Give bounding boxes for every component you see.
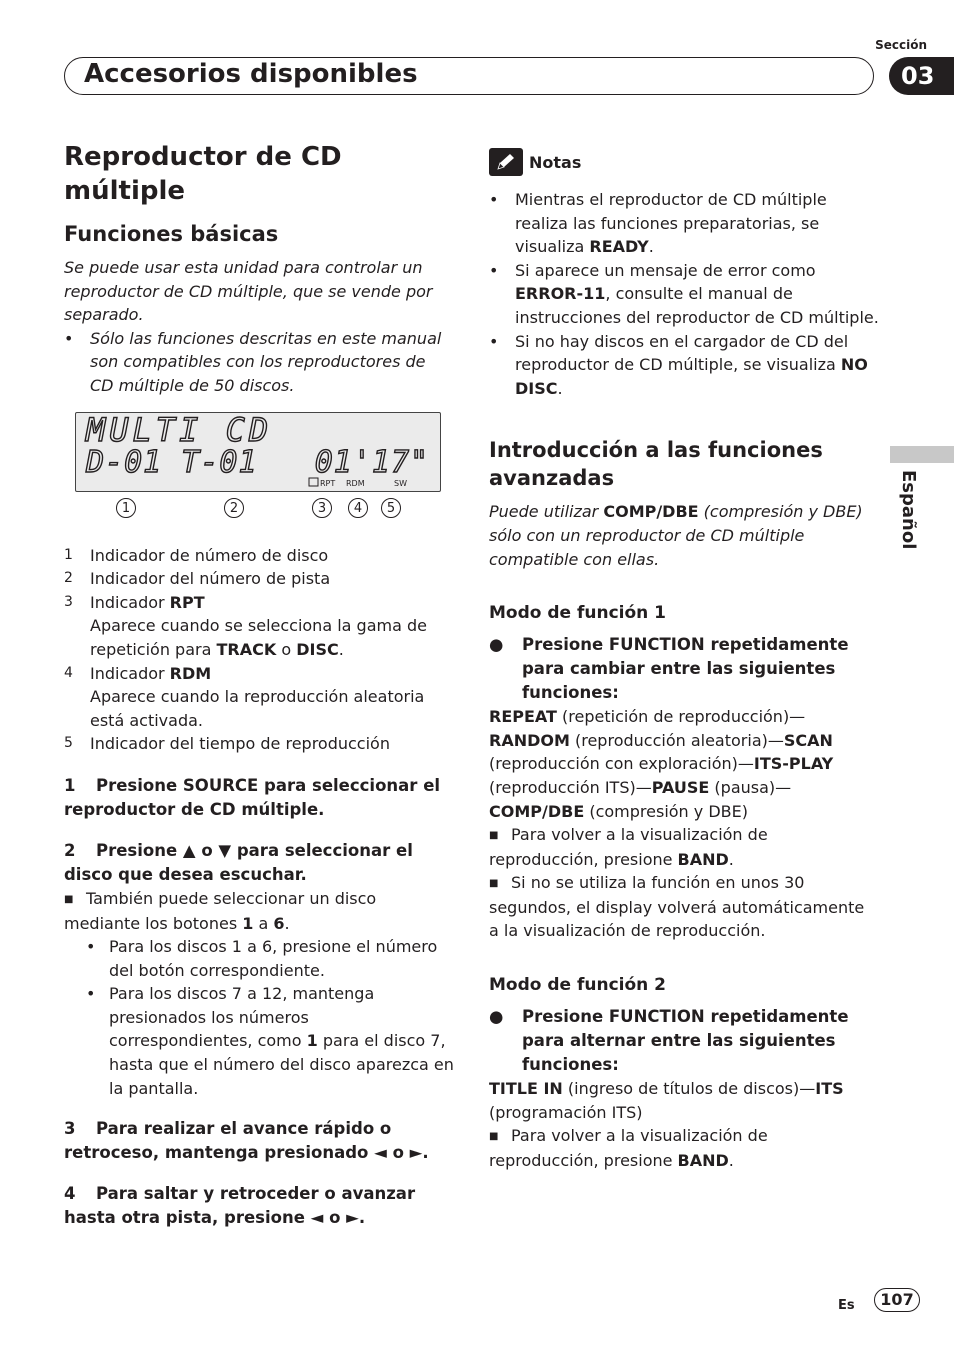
step-2-sub-bullet: • Para los discos 7 a 12, mantenga presionados los números correspondientes, como 1 para el disco 7, hasta que el número del disco aparezca en la pantalla.: [86, 984, 454, 1098]
mode-2-note: ■ Para volver a la visualización de reproducción, presione BAND.: [489, 1126, 768, 1170]
legend-desc: Aparece cuando se selecciona la gama de repetición para TRACK o DISC.: [90, 616, 427, 659]
mode-2-heading: Modo de función 2: [489, 975, 667, 996]
lcd-segments: [76, 413, 440, 491]
indicator-rpt: RPT: [320, 478, 336, 488]
intro-text: Se puede usar esta unidad para controlar un reproductor de CD múltiple, que se vende por separado.: [64, 258, 433, 325]
section-number-badge: 03: [889, 57, 954, 95]
legend-item: 3 Indicador RPT: [64, 592, 205, 612]
lcd-display-illustration: [75, 412, 441, 492]
step-1: 1 Presione SOURCE para seleccionar el reproductor de CD múltiple.: [64, 775, 441, 819]
intro-bullet: • Sólo las funciones descritas en este manual son compatibles con los reproductores de CD múltiple de 50 discos.: [64, 328, 442, 395]
legend-item: 5 Indicador del tiempo de reproducción: [64, 734, 390, 754]
legend-item: 2 Indicador del número de pista: [64, 569, 331, 589]
advanced-functions-heading: Introducción a las funciones avanzadas: [489, 438, 823, 491]
left-column: [64, 140, 454, 1230]
legend-item: 4 Indicador RDM: [64, 663, 212, 683]
indicator-sw: SW: [394, 478, 407, 488]
note-item: • Mientras el reproductor de CD múltiple realiza las funciones preparatorias, se visualiza READY.: [489, 190, 827, 257]
mode-1-action: ● Presione FUNCTION repetidamente para cambiar entre las siguientes funciones:: [489, 635, 849, 703]
basic-functions-heading: Funciones básicas: [64, 222, 279, 246]
step-2-sub-bullet: • Para los discos 1 a 6, presione el número del botón correspondiente.: [86, 937, 438, 980]
callout-5: 5: [381, 498, 401, 518]
pencil-note-icon: [489, 148, 523, 176]
mode-1-note: ■ Para volver a la visualización de reproducción, presione BAND.: [489, 825, 768, 869]
right-column: [489, 148, 879, 1172]
step-3: 3 Para realizar el avance rápido o retroceso, mantenga presionado ◄ o ►.: [64, 1119, 429, 1163]
note-item: • Si no hay discos en el cargador de CD del reproductor de CD múltiple, se visualiza NO DISC.: [489, 331, 868, 398]
callout-3: 3: [312, 498, 332, 518]
step-2: 2 Presione ▲ o ▼ para seleccionar el disco que desea escuchar.: [64, 840, 413, 884]
footer-language: Es: [838, 1298, 855, 1313]
language-tab-bar: [890, 446, 954, 463]
advanced-intro: Puede utilizar COMP/DBE (compresión y DBE) sólo con un reproductor de CD múltiple compatible con ellas.: [489, 502, 863, 569]
step-2-note: ■ También puede seleccionar un disco mediante los botones 1 a 6.: [64, 888, 377, 933]
callout-2: 2: [224, 498, 244, 518]
chapter-title: Accesorios disponibles: [84, 59, 418, 89]
callout-4: 4: [348, 498, 368, 518]
mode-1-sequence: REPEAT (repetición de reproducción)—RANDOM (reproducción aleatoria)—SCAN (reproducción con exploración)—ITS-PLAY (reproducción ITS)—PAUSE (pausa)—COMP/DBE (compresión y DBE): [489, 707, 834, 821]
legend-item: 1 Indicador de número de disco: [64, 545, 329, 565]
lcd-line-1: MULTI CD: [86, 412, 273, 449]
page-number: 107: [874, 1288, 920, 1312]
callout-row: [64, 492, 454, 528]
legend-list: [64, 544, 454, 756]
step-4: 4 Para saltar y retroceder o avanzar hasta otra pista, presione ◄ o ►.: [64, 1184, 416, 1228]
notes-header: [489, 148, 879, 176]
section-label: Sección: [875, 38, 927, 52]
note-item: • Si aparece un mensaje de error como ERROR-11, consulte el manual de instrucciones del reproductor de CD múltiple.: [489, 260, 879, 327]
mode-2-action: ● Presione FUNCTION repetidamente para alternar entre las siguientes funciones:: [489, 1007, 849, 1075]
legend-desc: Aparece cuando la reproducción aleatoria está activada.: [90, 687, 425, 730]
callout-1: 1: [116, 498, 136, 518]
language-tab-label: Español: [898, 470, 919, 550]
mode-2-sequence: TITLE IN (ingreso de títulos de discos)—ITS (programación ITS): [489, 1079, 844, 1122]
notes-label: Notas: [529, 152, 582, 172]
page-title: Reproductor de CD múltiple: [64, 142, 342, 206]
mode-1-heading: Modo de función 1: [489, 603, 667, 624]
lcd-line-2: D-01 T-01 01'17": [86, 444, 430, 480]
indicator-rdm: RDM: [346, 478, 365, 488]
mode-1-note: ■ Si no se utiliza la función en unos 30 segundos, el display volverá automáticamente a la visualización de reproducción.: [489, 873, 865, 941]
